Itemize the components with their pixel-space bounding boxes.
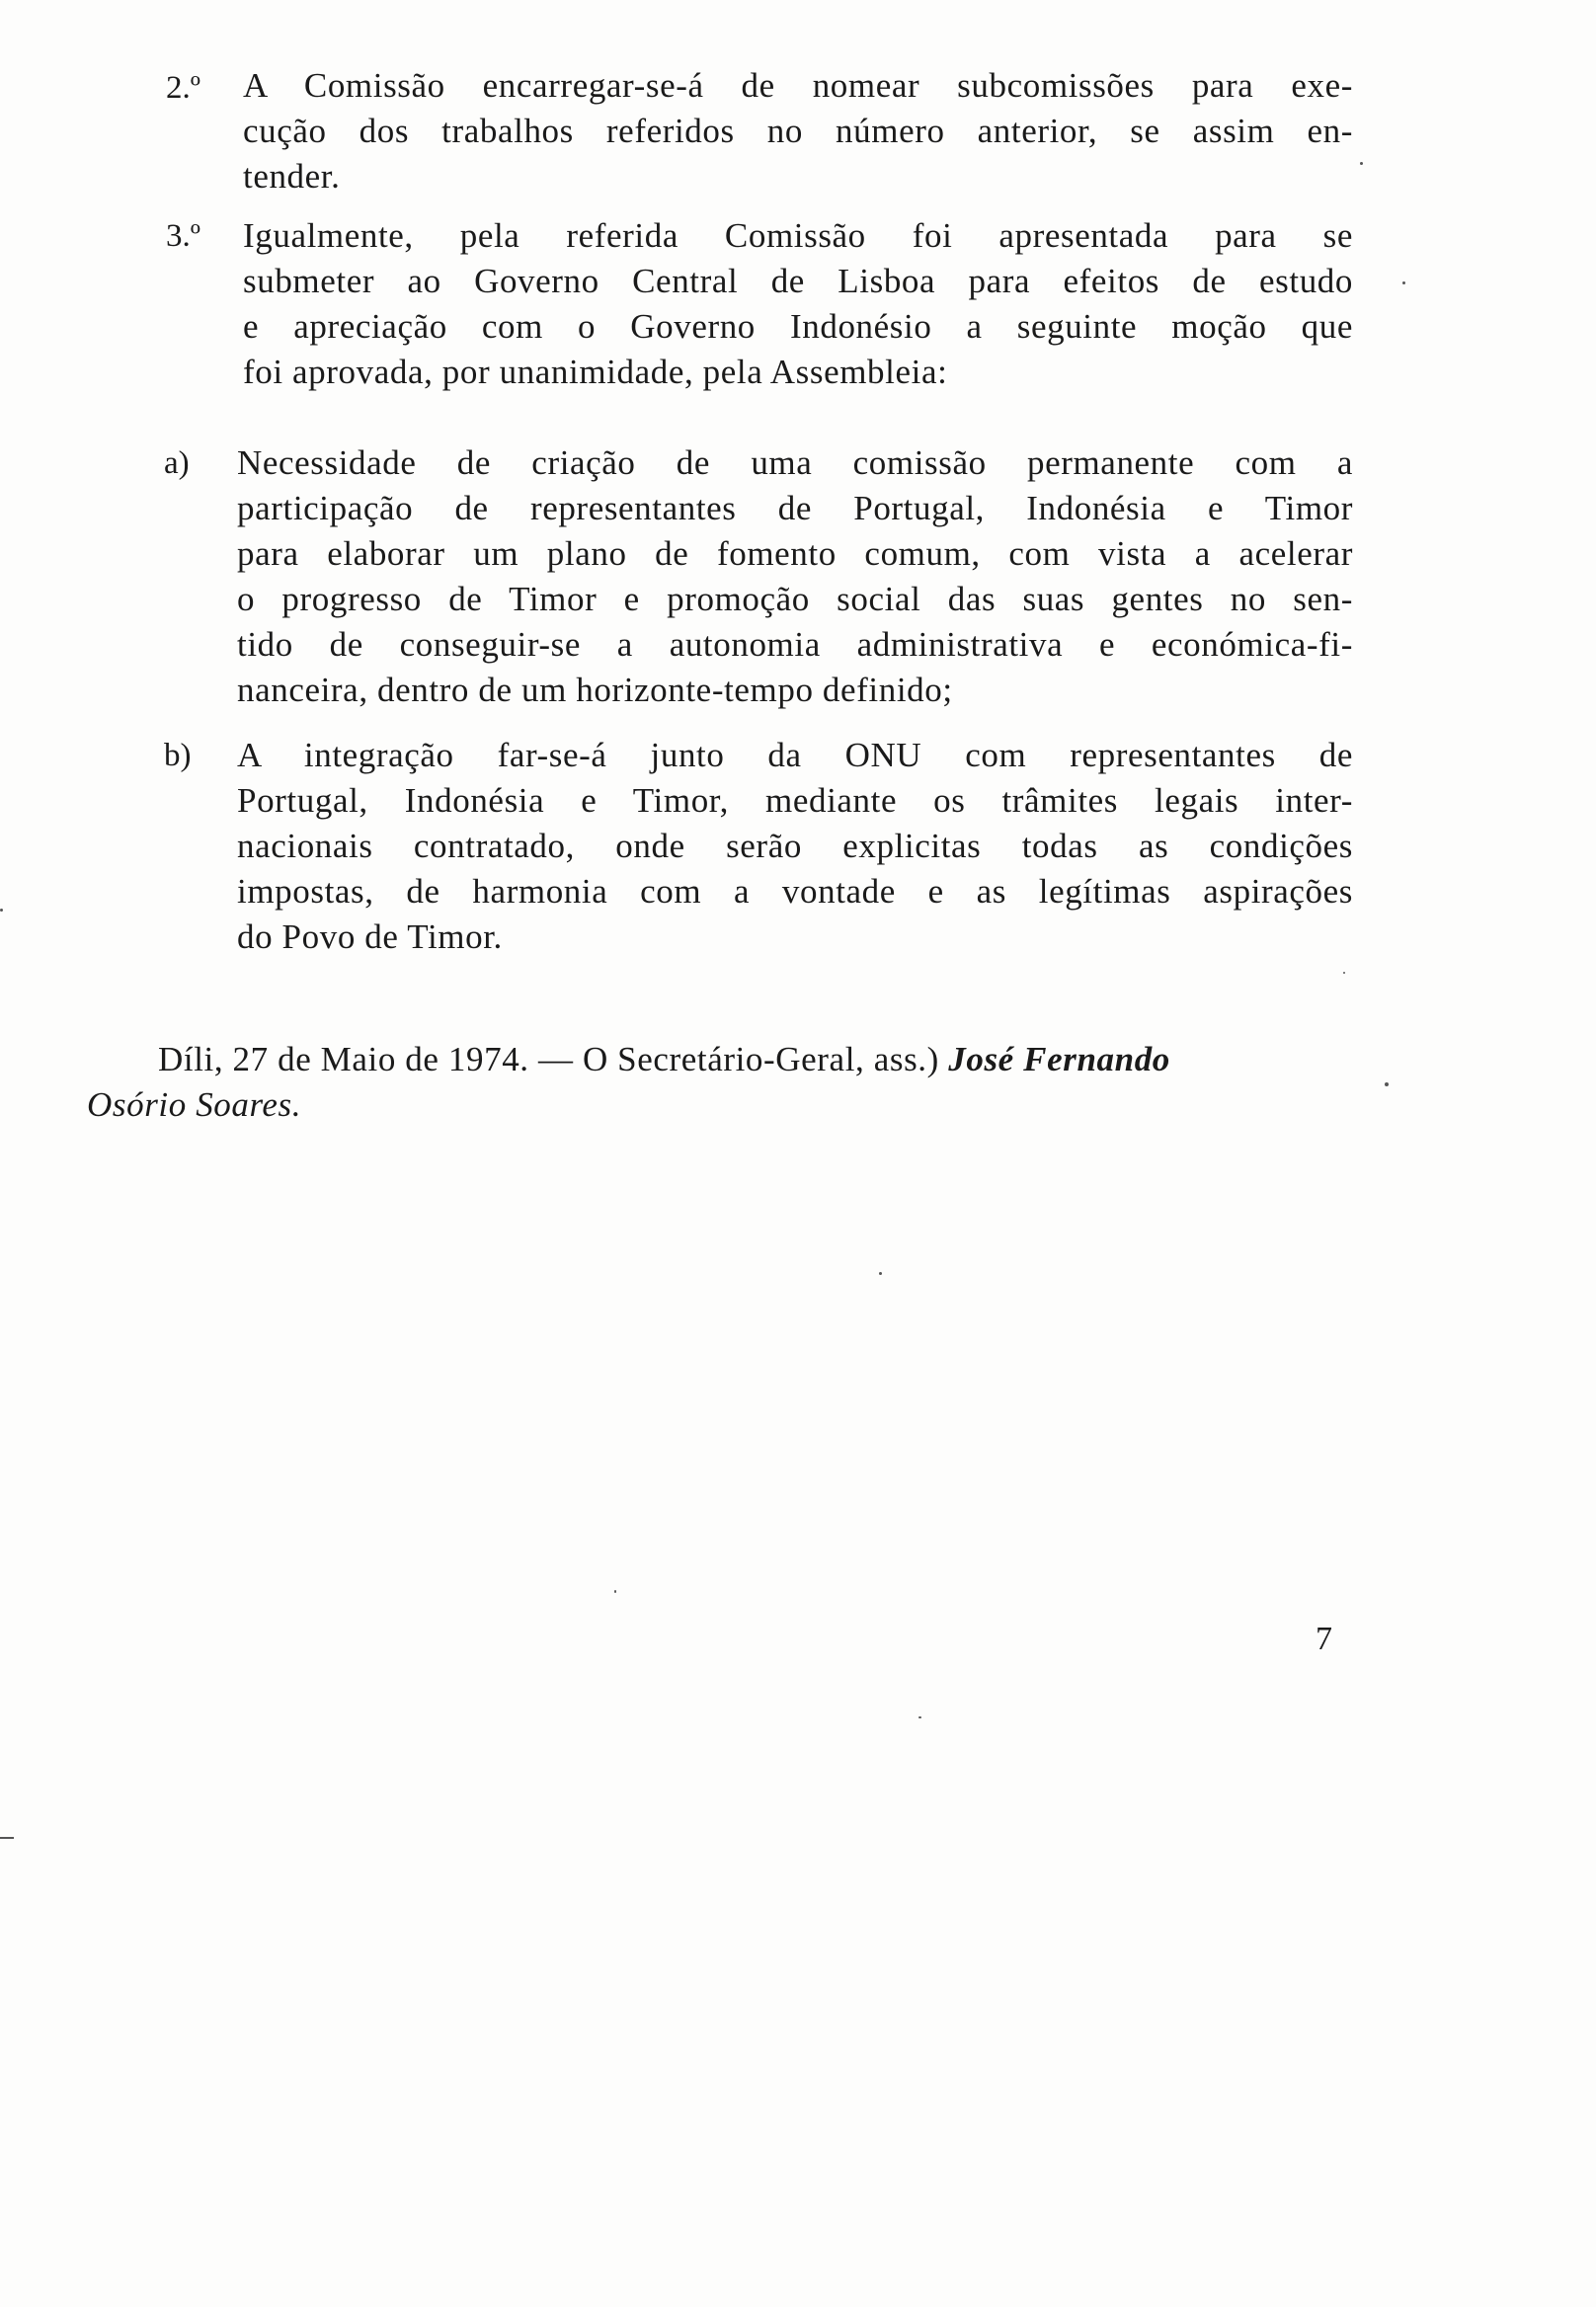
text-line: impostas, de harmonia com a vontade e as legítimas aspirações [237,872,1353,911]
text-line: Igualmente, pela referida Comissão foi apresentada para se [243,216,1353,255]
scan-speck [1402,281,1405,284]
text-line: tender. [243,157,341,196]
text-line: foi aprovada, por unanimidade, pela Assembleia: [243,353,948,391]
text-line: nanceira, dentro de um horizonte-tempo definido; [237,671,953,709]
scan-speck [1360,162,1363,165]
scan-speck [614,1590,616,1593]
text-line: o progresso de Timor e promoção social das suas gentes no sen- [237,580,1353,618]
text-line: participação de representantes de Portugal, Indonésia e Timor [237,489,1353,527]
item-number: 3.º [166,218,200,254]
item-paragraph [243,63,1353,199]
subitem-label: b) [164,738,192,773]
signature-name-first: José Fernando [948,1040,1170,1078]
scan-speck [0,909,3,912]
date-and-signature-line [158,1037,1353,1082]
text-line: Portugal, Indonésia e Timor, mediante os trâmites legais inter- [237,781,1353,820]
text-line: Necessidade de criação de uma comissão permanente com a [237,443,1353,482]
scan-speck [879,1272,882,1275]
text-line: cução dos trabalhos referidos no número anterior, se assim en- [243,112,1353,150]
text-line: do Povo de Timor. [237,917,503,956]
scan-speck [1343,972,1345,974]
subitem-paragraph [237,440,1353,713]
subitem-paragraph [237,733,1353,960]
text-line: nacionais contratado, onde serão explicitas todas as condições [237,827,1353,865]
text-line: para elaborar um plano de fomento comum, com vista a acelerar [237,534,1353,573]
signature-name-second: Osório Soares. [87,1085,302,1124]
subitem-label: a) [164,445,190,481]
date-text: Díli, 27 de Maio de 1974. — O Secretário-Geral, ass.) [158,1040,939,1078]
text-line: tido de conseguir-se a autonomia administrativa e económica-fi- [237,625,1353,664]
scan-speck [1385,1082,1389,1086]
text-line: A Comissão encarregar-se-á de nomear subcomissões para exe- [243,66,1353,105]
text-line: A integração far-se-á junto da ONU com representantes de [237,736,1353,774]
item-paragraph [243,213,1353,395]
scan-speck [0,1837,14,1839]
item-number: 2.º [166,70,200,106]
text-line: e apreciação com o Governo Indonésio a seguinte moção que [243,307,1353,346]
text-line: submeter ao Governo Central de Lisboa para efeitos de estudo [243,262,1353,300]
scan-speck [918,1716,921,1718]
page-number: 7 [1316,1621,1332,1657]
